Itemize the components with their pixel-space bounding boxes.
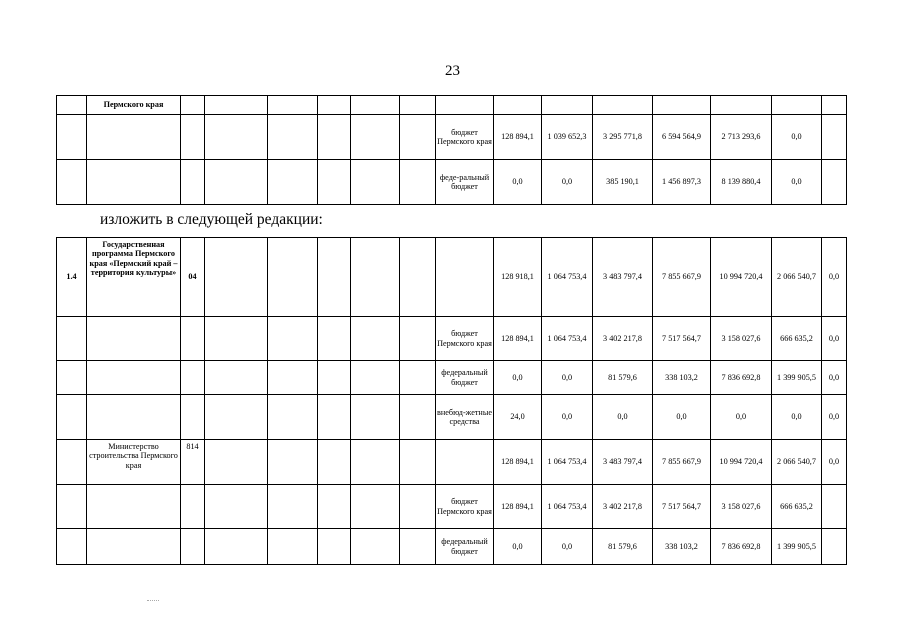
funding-source-cell: федеральный бюджет (436, 361, 494, 395)
value-cell: 0,0 (772, 115, 822, 160)
value-cell: 128 894,1 (494, 440, 542, 485)
table-row (57, 160, 847, 205)
value-cell: 128 918,1 (494, 238, 542, 317)
value-cell: 10 994 720,4 (711, 440, 772, 485)
value-cell: 3 402 217,8 (593, 317, 653, 361)
value-cell (822, 115, 847, 160)
value-cell: 8 139 880,4 (711, 160, 772, 205)
value-cell: 0,0 (822, 361, 847, 395)
value-cell: 1 399 905,5 (772, 361, 822, 395)
value-cell: 385 190,1 (593, 160, 653, 205)
value-cell: 0,0 (772, 160, 822, 205)
value-cell: 0,0 (494, 529, 542, 565)
value-cell: 1 039 652,3 (542, 115, 593, 160)
table-row (57, 395, 847, 440)
value-cell: 3 483 797,4 (593, 238, 653, 317)
value-cell: 0,0 (542, 529, 593, 565)
value-cell: 7 855 667,9 (653, 238, 711, 317)
value-cell: 0,0 (822, 395, 847, 440)
value-cell: 0,0 (822, 317, 847, 361)
program-name-cell: Пермского края (87, 96, 181, 115)
value-cell: 666 635,2 (772, 317, 822, 361)
value-cell: 666 635,2 (772, 485, 822, 529)
value-cell: 7 836 692,8 (711, 361, 772, 395)
value-cell: 7 855 667,9 (653, 440, 711, 485)
value-cell: 3 295 771,8 (593, 115, 653, 160)
value-cell: 2 066 540,7 (772, 238, 822, 317)
row-number: 1.4 (57, 238, 87, 317)
code-cell: 04 (181, 238, 205, 317)
value-cell: 24,0 (494, 395, 542, 440)
value-cell: 0,0 (772, 395, 822, 440)
funding-source-cell: феде-ральный бюджет (436, 160, 494, 205)
value-cell: 0,0 (494, 361, 542, 395)
table-row (57, 238, 847, 317)
value-cell: 2 066 540,7 (772, 440, 822, 485)
value-cell: 3 483 797,4 (593, 440, 653, 485)
value-cell: 0,0 (542, 395, 593, 440)
value-cell: 1 064 753,4 (542, 440, 593, 485)
value-cell: 0,0 (542, 160, 593, 205)
value-cell: 81 579,6 (593, 529, 653, 565)
value-cell: 128 894,1 (494, 317, 542, 361)
value-cell: 7 836 692,8 (711, 529, 772, 565)
value-cell: 6 594 564,9 (653, 115, 711, 160)
page-number: 23 (445, 63, 460, 79)
table-row (57, 529, 847, 565)
continuation-table (56, 95, 847, 205)
code-cell: 814 (181, 440, 205, 485)
value-cell: 338 103,2 (653, 529, 711, 565)
table-row (57, 440, 847, 485)
value-cell: 7 517 564,7 (653, 317, 711, 361)
value-cell: 1 064 753,4 (542, 317, 593, 361)
value-cell: 0,0 (494, 160, 542, 205)
funding-source-cell: бюджет Пермского края (436, 485, 494, 529)
value-cell (822, 160, 847, 205)
funding-source-cell: бюджет Пермского края (436, 115, 494, 160)
funding-source-cell: внебюд-жетные средства (436, 395, 494, 440)
value-cell: 1 064 753,4 (542, 238, 593, 317)
value-cell: 0,0 (822, 440, 847, 485)
table-row (57, 361, 847, 395)
value-cell: 128 894,1 (494, 485, 542, 529)
ministry-name-cell: Министерство строительства Пермского края (87, 440, 181, 485)
table-row (57, 485, 847, 529)
margin-mark (147, 600, 159, 601)
value-cell: 1 399 905,5 (772, 529, 822, 565)
value-cell: 3 402 217,8 (593, 485, 653, 529)
funding-source-cell: бюджет Пермского края (436, 317, 494, 361)
table-cell (57, 96, 87, 115)
value-cell: 7 517 564,7 (653, 485, 711, 529)
value-cell: 81 579,6 (593, 361, 653, 395)
value-cell (822, 529, 847, 565)
table-row (57, 115, 847, 160)
value-cell: 338 103,2 (653, 361, 711, 395)
value-cell: 0,0 (653, 395, 711, 440)
value-cell: 3 158 027,6 (711, 485, 772, 529)
value-cell: 1 064 753,4 (542, 485, 593, 529)
value-cell: 0,0 (711, 395, 772, 440)
value-cell: 0,0 (593, 395, 653, 440)
value-cell (822, 485, 847, 529)
value-cell: 10 994 720,4 (711, 238, 772, 317)
table-row (57, 96, 847, 115)
funding-source-cell: федеральный бюджет (436, 529, 494, 565)
main-table (56, 237, 847, 565)
value-cell: 3 158 027,6 (711, 317, 772, 361)
value-cell: 1 456 897,3 (653, 160, 711, 205)
value-cell: 2 713 293,6 (711, 115, 772, 160)
program-name-cell: Государственная программа Пермского края «Пермский край – территория культуры» (87, 238, 181, 317)
table-row (57, 317, 847, 361)
value-cell: 0,0 (822, 238, 847, 317)
section-heading: изложить в следующей редакции: (100, 211, 323, 228)
value-cell: 128 894,1 (494, 115, 542, 160)
value-cell: 0,0 (542, 361, 593, 395)
